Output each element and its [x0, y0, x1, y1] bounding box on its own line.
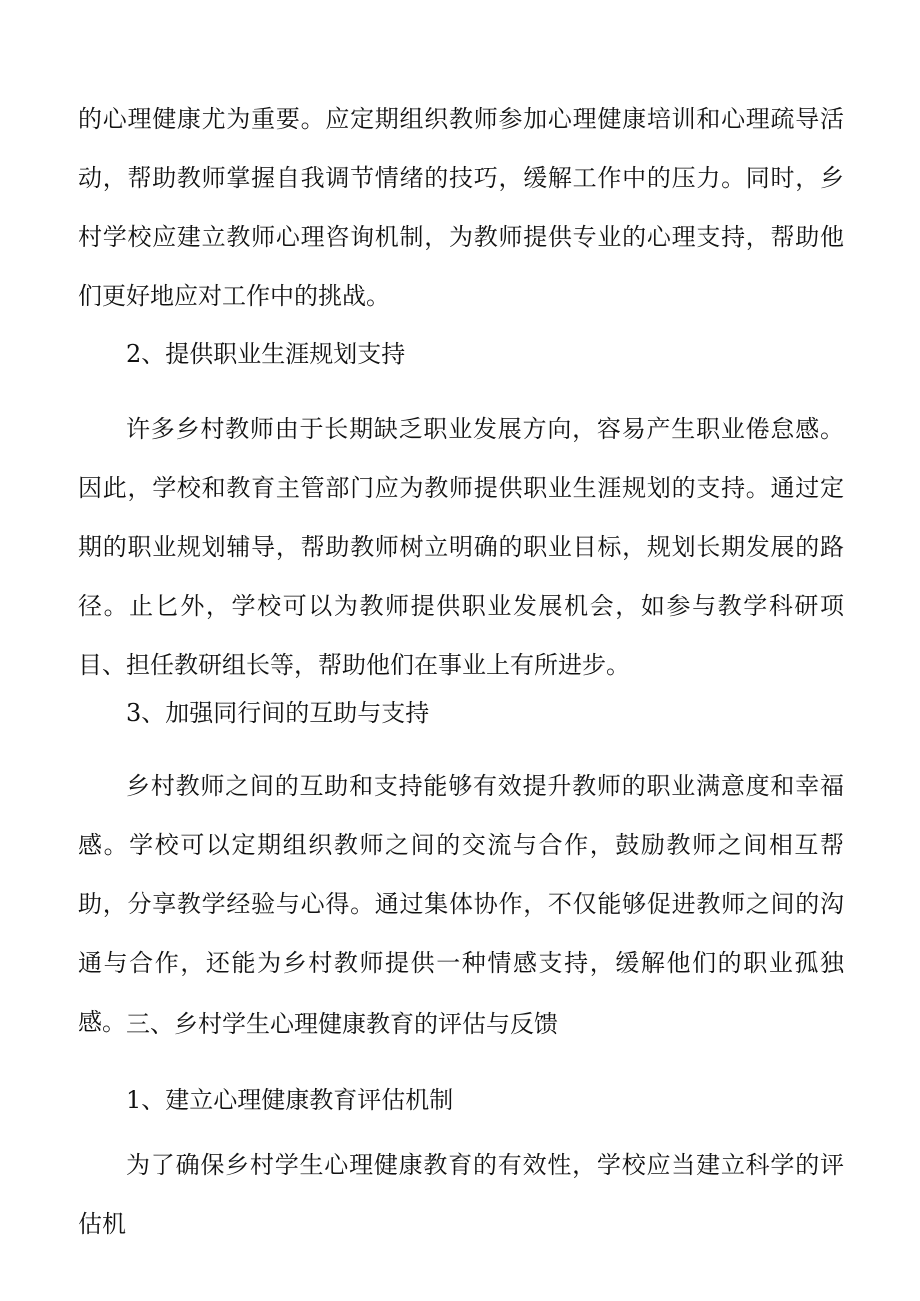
- heading-section-three: 三、乡村学生心理健康教育的评估与反馈: [126, 1010, 558, 1038]
- paragraph-teacher-mental-health: 的心理健康尤为重要。应定期组织教师参加心理健康培训和心理疏导活动，帮助教师掌握自我调节情绪的技巧，缓解工作中的压力。同时，乡村学校应建立教师心理咨询机制，为教师提供专业的心理支持，帮助他们更好地应对工作中的挑战。: [78, 105, 844, 310]
- paragraph-peer-support: 乡村教师之间的互助和支持能够有效提升教师的职业满意度和幸福感。学校可以定期组织教师之间的交流与合作，鼓励教师之间相互帮助，分享教学经验与心得。通过集体协作，不仅能够促进教师之间的沟通与合作，还能为乡村教师提供一种情感支持，缓解他们的职业孤独感。: [78, 772, 844, 1036]
- heading-career-planning: 2、提供职业生涯规划支持: [126, 340, 406, 368]
- paragraph-career-planning: 许多乡村教师由于长期缺乏职业发展方向，容易产生职业倦怠感。因此，学校和教育主管部门应为教师提供职业生涯规划的支持。通过定期的职业规划辅导，帮助教师树立明确的职业目标，规划长期发展的路径。止匕外，学校可以为教师提供职业发展机会，如参与教学科研项目、担任教研组长等，帮助他们在事业上有所进步。: [78, 415, 844, 679]
- heading-peer-support: 3、加强同行间的互助与支持: [126, 699, 430, 727]
- paragraph-evaluation-mechanism: 为了确保乡村学生心理健康教育的有效性，学校应当建立科学的评估机: [78, 1151, 844, 1238]
- heading-evaluation-mechanism: 1、建立心理健康教育评估机制: [126, 1086, 454, 1114]
